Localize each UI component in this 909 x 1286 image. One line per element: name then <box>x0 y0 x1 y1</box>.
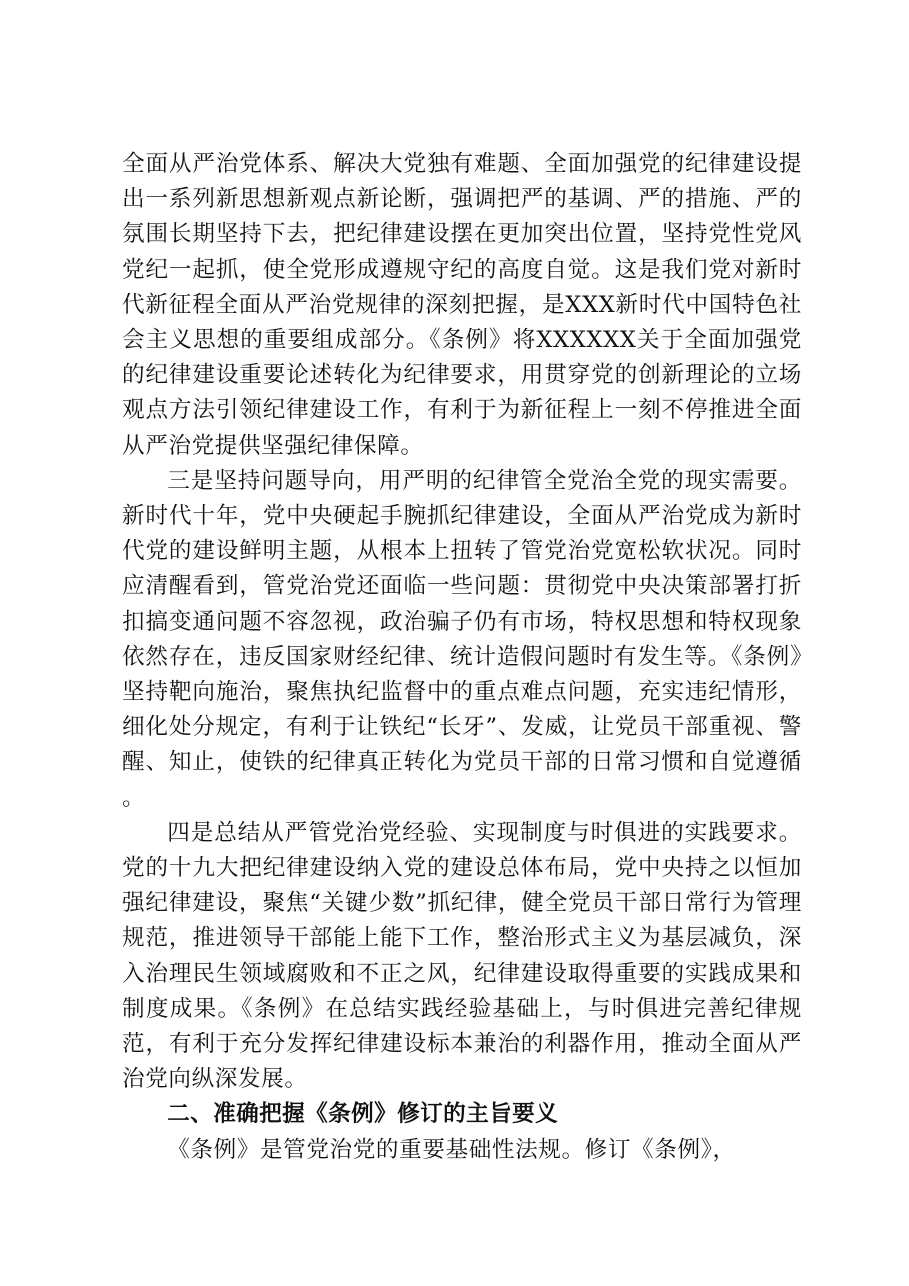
document-body <box>122 147 802 1168</box>
paragraph-continuation: 全面从严治党体系、解决大党独有难题、全面加强党的纪律建设提出一系列新思想新观点新论断，强调把严的基调、严的措施、严的氛围长期坚持下去，把纪律建设摆在更加突出位置，坚持党性党风党纪一起抓，使全党形成遵规守纪的高度自觉。这是我们党对新时代新征程全面从严治党规律的深刻把握，是XXX新时代中国特色社会主义思想的重要组成部分。《条例》将XXXXXX关于全面加强党的纪律建设重要论述转化为纪律要求，用贯穿党的创新理论的立场观点方法引领纪律建设工作，有利于为新征程上一刻不停推进全面从严治党提供坚强纪律保障。 <box>122 151 802 459</box>
paragraph-point-three: 三是坚持问题导向，用严明的纪律管全党治全党的现实需要。新时代十年，党中央硬起手腕抓纪律建设，全面从严治党成为新时代党的建设鲜明主题，从根本上扭转了管党治党宽松软状况。同时应清醒看到，管党治党还面临一些问题：贯彻党中央决策部署打折扣搞变通问题不容忽视，政治骗子仍有市场，特权思想和特权现象依然存在，违反国家财经纪律、统计造假问题时有发生等。《条例》坚持靶向施治，聚焦执纪监督中的重点难点问题，充实违纪情形，细化处分规定，有利于让铁纪“长牙”、发威，让党员干部重视、警醒、知止，使铁的纪律真正转化为党员干部的日常习惯和自觉遵循。 <box>122 467 802 811</box>
paragraph-section-two-intro: 《条例》是管党治党的重要基础性法规。修订《条例》， <box>167 1136 736 1163</box>
paragraph-point-four: 四是总结从严管党治党经验、实现制度与时俱进的实践要求。党的十九大把纪律建设纳入党的建设总体布局，党中央持之以恒加强纪律建设，聚焦“关键少数”抓纪律，健全党员干部日常行为管理规范，推进领导干部能上能下工作，整治形式主义为基层减负，深入治理民生领域腐败和不正之风，纪律建设取得重要的实践成果和制度成果。《条例》在总结实践经验基础上，与时俱进完善纪律规范，有利于充分发挥纪律建设标本兼治的利器作用，推动全面从严治党向纵深发展。 <box>122 819 802 1093</box>
section-heading: 二、准确把握《条例》修订的主旨要义 <box>167 1101 559 1128</box>
